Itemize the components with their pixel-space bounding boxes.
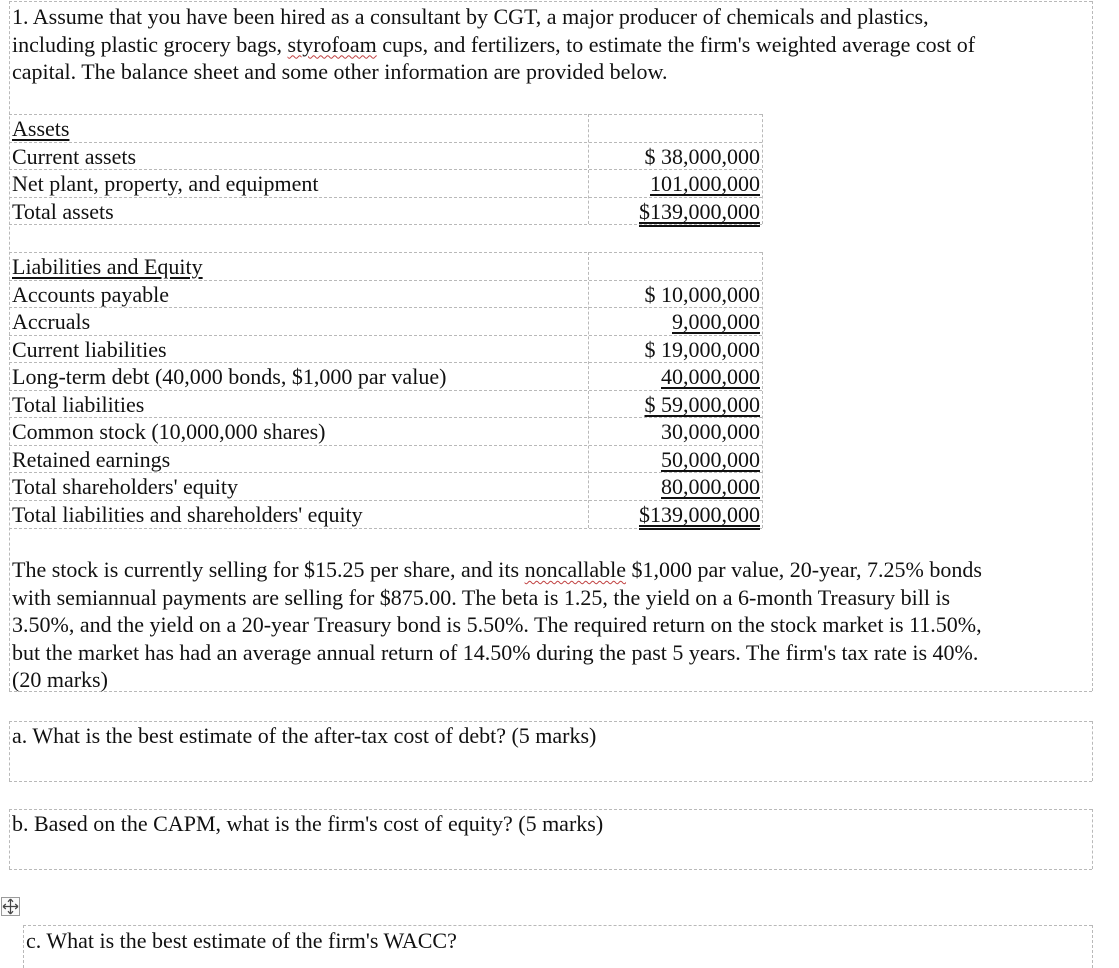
info-line-3: 3.50%, and the yield on a 20-year Treasury bond is 5.50%. The required return on the stock market is 11.50%, <box>12 612 982 637</box>
question-intro <box>12 3 1092 86</box>
current-assets-value: $ 38,000,000 <box>644 144 760 169</box>
part-c-question: c. What is the best estimate of the firm's WACC? <box>26 928 457 953</box>
accruals-value: 9,000,000 <box>672 309 760 334</box>
intro-line-2: including plastic grocery bags, <box>12 31 288 57</box>
liabilities-heading: Liabilities and Equity <box>12 254 203 279</box>
current-assets-label: Current assets <box>12 144 137 169</box>
total-equity-value: 80,000,000 <box>661 474 760 499</box>
part-a-question: a. What is the best estimate of the after-tax cost of debt? (5 marks) <box>12 723 597 748</box>
common-stock-value: 30,000,000 <box>661 419 760 444</box>
info-line-1b: $1,000 par value, 20-year, 7.25% bonds <box>626 557 982 582</box>
retained-earnings-value: 50,000,000 <box>661 447 760 472</box>
part-b-question: b. Based on the CAPM, what is the firm's cost of equity? (5 marks) <box>12 811 604 836</box>
info-paragraph <box>12 556 1092 694</box>
common-stock-label: Common stock (10,000,000 shares) <box>12 419 326 444</box>
total-liab-equity-value: $139,000,000 <box>639 502 760 527</box>
total-assets-label: Total assets <box>12 199 114 224</box>
retained-earnings-label: Retained earnings <box>12 447 171 472</box>
accounts-payable-label: Accounts payable <box>12 282 169 307</box>
long-term-debt-value: 40,000,000 <box>661 364 760 389</box>
total-equity-label: Total shareholders' equity <box>12 474 239 499</box>
total-liabilities-value: $ 59,000,000 <box>644 392 760 417</box>
current-liabilities-label: Current liabilities <box>12 337 167 362</box>
intro-line-2-rest: cups, and fertilizers, to estimate the firm's weighted average cost of <box>376 31 976 57</box>
accruals-label: Accruals <box>12 309 91 334</box>
total-liabilities-label: Total liabilities <box>12 392 145 417</box>
spell-flag-styrofoam: styrofoam <box>287 31 377 57</box>
info-line-2: with semiannual payments are selling for $875.00. The beta is 1.25, the yield on a 6-month Treasury bill is <box>12 584 951 610</box>
intro-line-3: capital. The balance sheet and some other information are provided below. <box>12 59 668 84</box>
net-ppe-label: Net plant, property, and equipment <box>12 171 319 196</box>
assets-heading: Assets <box>12 116 70 141</box>
total-assets-value: $139,000,000 <box>639 199 760 224</box>
net-ppe-value: 101,000,000 <box>650 171 760 196</box>
intro-line-1: 1. Assume that you have been hired as a consultant by CGT, a major producer of chemicals and plastics, <box>12 4 929 29</box>
total-liab-equity-label: Total liabilities and shareholders' equity <box>12 502 363 527</box>
info-line-1a: The stock is currently selling for $15.25 per share, and its <box>12 557 525 582</box>
move-arrows-icon[interactable] <box>1 897 20 916</box>
accounts-payable-value: $ 10,000,000 <box>644 282 760 307</box>
current-liabilities-value: $ 19,000,000 <box>644 337 760 362</box>
info-line-4: but the market has had an average annual return of 14.50% during the past 5 years. The firm's tax rate is 40%. <box>12 639 979 665</box>
long-term-debt-label: Long-term debt (40,000 bonds, $1,000 par value) <box>12 364 447 389</box>
info-line-5: (20 marks) <box>12 667 108 692</box>
spell-flag-noncallable: noncallable <box>524 557 627 582</box>
